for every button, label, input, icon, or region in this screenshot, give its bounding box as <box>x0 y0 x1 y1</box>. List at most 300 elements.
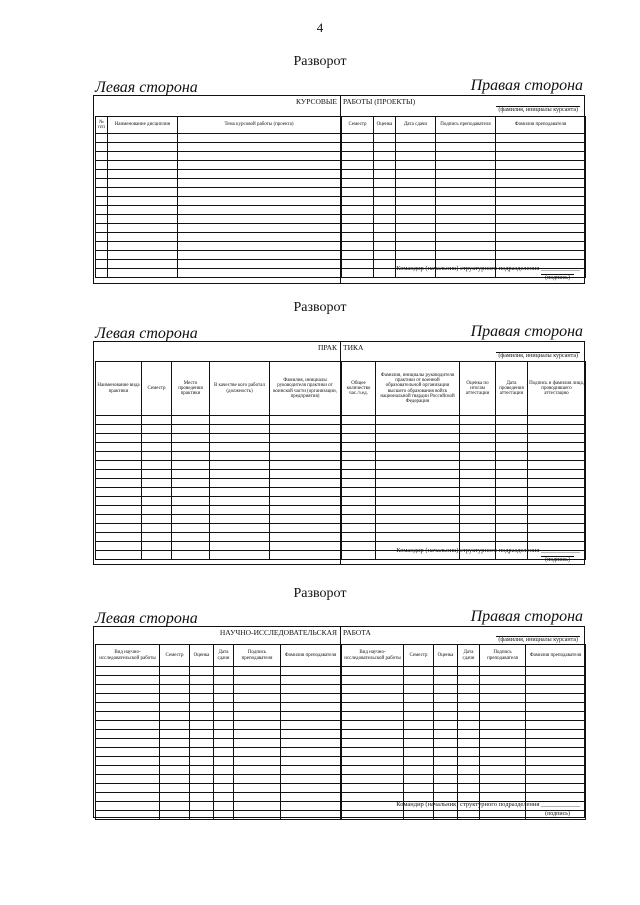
empty-cell <box>172 524 210 533</box>
empty-cell <box>281 721 341 730</box>
table-row <box>342 134 586 143</box>
empty-cell <box>528 470 586 479</box>
col-header: Семестр <box>142 362 172 416</box>
empty-cell <box>108 251 178 260</box>
empty-cell <box>528 515 586 524</box>
empty-cell <box>210 506 270 515</box>
student-name-caption: (фамилия, инициалы курсанта) <box>498 107 578 113</box>
empty-cell <box>96 497 142 506</box>
empty-cell <box>496 506 528 515</box>
empty-cell <box>210 515 270 524</box>
empty-cell <box>281 748 341 757</box>
empty-cell <box>96 542 142 551</box>
course-title-left: КУРСОВЫЕ <box>296 97 337 106</box>
empty-cell <box>172 443 210 452</box>
empty-cell <box>142 533 172 542</box>
empty-cell <box>528 497 586 506</box>
table-row <box>96 488 341 497</box>
empty-cell <box>458 721 480 730</box>
empty-cell <box>480 685 526 694</box>
empty-cell <box>190 667 214 676</box>
empty-cell <box>142 452 172 461</box>
col-header: Фамилия, инициалы руководителя практики от воинской части (организации, предприятия) <box>270 362 341 416</box>
table-row <box>342 775 586 784</box>
empty-cell <box>214 676 234 685</box>
empty-cell <box>160 775 190 784</box>
table-row <box>342 251 586 260</box>
empty-cell <box>210 452 270 461</box>
empty-cell <box>458 730 480 739</box>
empty-cell <box>96 775 160 784</box>
col-header: Общее количество час./з.ед. <box>342 362 376 416</box>
empty-cell <box>480 721 526 730</box>
empty-cell <box>342 784 404 793</box>
empty-cell <box>96 224 108 233</box>
empty-cell <box>480 775 526 784</box>
empty-cell <box>96 488 142 497</box>
table-row <box>342 784 586 793</box>
empty-cell <box>96 260 108 269</box>
empty-cell <box>190 802 214 811</box>
col-header: Подпись преподавателя <box>234 645 281 667</box>
empty-cell <box>528 533 586 542</box>
empty-cell <box>108 179 178 188</box>
empty-cell <box>270 497 341 506</box>
left-side-label: Левая сторона <box>95 79 198 96</box>
empty-cell <box>96 748 160 757</box>
empty-cell <box>374 179 396 188</box>
spread-heading: Разворот <box>293 54 347 69</box>
table-row <box>96 703 341 712</box>
empty-cell <box>342 425 376 434</box>
table-row <box>96 551 341 560</box>
empty-cell <box>376 488 460 497</box>
empty-cell <box>96 712 160 721</box>
empty-cell <box>374 161 396 170</box>
empty-cell <box>434 694 458 703</box>
empty-cell <box>178 206 341 215</box>
empty-cell <box>172 506 210 515</box>
empty-cell <box>270 515 341 524</box>
table-row <box>96 269 341 278</box>
col-header: Дата сдачи <box>396 117 436 134</box>
col-header: Дата сдачи <box>214 645 234 667</box>
empty-cell <box>342 757 404 766</box>
empty-cell <box>270 488 341 497</box>
empty-cell <box>342 416 376 425</box>
empty-cell <box>434 739 458 748</box>
empty-cell <box>142 497 172 506</box>
empty-cell <box>281 703 341 712</box>
empty-cell <box>172 515 210 524</box>
empty-cell <box>342 161 374 170</box>
empty-cell <box>342 524 376 533</box>
empty-cell <box>396 197 436 206</box>
table-row <box>342 233 586 242</box>
empty-cell <box>281 811 341 820</box>
table-row <box>96 134 341 143</box>
empty-cell <box>108 197 178 206</box>
empty-cell <box>526 712 586 721</box>
empty-cell <box>178 251 341 260</box>
col-header: Оценка по итогам аттестации <box>460 362 496 416</box>
empty-cell <box>234 748 281 757</box>
empty-cell <box>108 188 178 197</box>
table-row <box>96 748 341 757</box>
table-row <box>342 479 586 488</box>
table-row <box>342 488 586 497</box>
empty-cell <box>190 739 214 748</box>
empty-cell <box>496 479 528 488</box>
empty-cell <box>210 470 270 479</box>
empty-cell <box>96 188 108 197</box>
empty-cell <box>96 793 160 802</box>
empty-cell <box>214 730 234 739</box>
table-row <box>96 721 341 730</box>
empty-cell <box>342 703 404 712</box>
right-side-label: Правая сторона <box>470 77 583 94</box>
empty-cell <box>526 748 586 757</box>
empty-cell <box>214 739 234 748</box>
empty-cell <box>108 152 178 161</box>
empty-cell <box>526 739 586 748</box>
empty-cell <box>458 739 480 748</box>
empty-cell <box>480 739 526 748</box>
empty-cell <box>234 802 281 811</box>
table-row <box>342 524 586 533</box>
commander-line: Командир (начальник) структурного подразделения ____________ <box>396 801 580 808</box>
empty-cell <box>404 739 434 748</box>
empty-cell <box>270 551 341 560</box>
empty-cell <box>214 784 234 793</box>
empty-cell <box>281 775 341 784</box>
empty-cell <box>96 515 142 524</box>
right-side-label: Правая сторона <box>470 323 583 340</box>
col-header: № п/п <box>96 117 108 134</box>
table-row <box>96 793 341 802</box>
empty-cell <box>210 533 270 542</box>
empty-cell <box>496 416 528 425</box>
course-works-form <box>93 95 585 284</box>
col-header: Фамилия преподавателя <box>526 645 586 667</box>
empty-cell <box>210 497 270 506</box>
empty-cell <box>342 143 374 152</box>
empty-cell <box>342 197 374 206</box>
empty-cell <box>96 170 108 179</box>
empty-cell <box>434 811 458 820</box>
empty-cell <box>496 134 586 143</box>
empty-cell <box>270 542 341 551</box>
empty-cell <box>396 242 436 251</box>
table-row <box>96 497 341 506</box>
page-number: 4 <box>316 20 324 35</box>
empty-cell <box>172 452 210 461</box>
empty-cell <box>528 425 586 434</box>
empty-cell <box>234 811 281 820</box>
empty-cell <box>172 470 210 479</box>
empty-cell <box>96 452 142 461</box>
empty-cell <box>342 766 404 775</box>
table-row <box>342 506 586 515</box>
empty-cell <box>374 197 396 206</box>
empty-cell <box>396 251 436 260</box>
empty-cell <box>234 739 281 748</box>
empty-cell <box>160 685 190 694</box>
empty-cell <box>434 721 458 730</box>
empty-cell <box>374 170 396 179</box>
empty-cell <box>270 470 341 479</box>
empty-cell <box>496 452 528 461</box>
empty-cell <box>526 685 586 694</box>
empty-cell <box>96 766 160 775</box>
empty-cell <box>172 533 210 542</box>
empty-cell <box>96 479 142 488</box>
empty-cell <box>396 233 436 242</box>
table-row <box>342 703 586 712</box>
empty-cell <box>96 179 108 188</box>
spread-heading: Разворот <box>293 300 347 315</box>
empty-cell <box>281 739 341 748</box>
empty-cell <box>404 712 434 721</box>
empty-cell <box>404 685 434 694</box>
table-row <box>96 667 341 676</box>
table-row <box>342 739 586 748</box>
empty-cell <box>434 667 458 676</box>
empty-cell <box>281 730 341 739</box>
empty-cell <box>496 224 586 233</box>
empty-cell <box>214 748 234 757</box>
table-row <box>96 215 341 224</box>
empty-cell <box>190 811 214 820</box>
col-header: Фамилия преподавателя <box>496 117 586 134</box>
empty-cell <box>496 488 528 497</box>
empty-cell <box>270 479 341 488</box>
col-header: Семестр <box>160 645 190 667</box>
empty-cell <box>281 694 341 703</box>
table-row <box>342 215 586 224</box>
empty-cell <box>480 811 526 820</box>
empty-cell <box>160 811 190 820</box>
empty-cell <box>96 811 160 820</box>
empty-cell <box>376 479 460 488</box>
empty-cell <box>342 170 374 179</box>
empty-cell <box>458 703 480 712</box>
table-row <box>342 224 586 233</box>
empty-cell <box>342 224 374 233</box>
empty-cell <box>270 452 341 461</box>
empty-cell <box>374 152 396 161</box>
empty-cell <box>178 197 341 206</box>
empty-cell <box>178 215 341 224</box>
table-row <box>342 161 586 170</box>
empty-cell <box>214 811 234 820</box>
empty-cell <box>96 551 142 560</box>
empty-cell <box>496 233 586 242</box>
empty-cell <box>270 425 341 434</box>
table-row <box>342 425 586 434</box>
empty-cell <box>270 416 341 425</box>
empty-cell <box>376 533 460 542</box>
empty-cell <box>404 721 434 730</box>
empty-cell <box>404 703 434 712</box>
empty-cell <box>460 443 496 452</box>
empty-cell <box>96 143 108 152</box>
empty-cell <box>214 712 234 721</box>
empty-cell <box>178 134 341 143</box>
empty-cell <box>234 766 281 775</box>
empty-cell <box>342 506 376 515</box>
empty-cell <box>342 251 374 260</box>
empty-cell <box>528 461 586 470</box>
signature-caption: (подпись) <box>541 810 574 817</box>
table-row <box>342 242 586 251</box>
empty-cell <box>142 470 172 479</box>
empty-cell <box>434 712 458 721</box>
table-row <box>96 179 341 188</box>
empty-cell <box>376 452 460 461</box>
empty-cell <box>434 676 458 685</box>
empty-cell <box>496 497 528 506</box>
empty-cell <box>178 152 341 161</box>
empty-cell <box>460 470 496 479</box>
empty-cell <box>214 793 234 802</box>
empty-cell <box>96 134 108 143</box>
table-row <box>96 757 341 766</box>
empty-cell <box>480 730 526 739</box>
empty-cell <box>496 170 586 179</box>
table-row <box>342 712 586 721</box>
empty-cell <box>458 712 480 721</box>
empty-cell <box>396 188 436 197</box>
empty-cell <box>396 224 436 233</box>
empty-cell <box>376 443 460 452</box>
left-side-label: Левая сторона <box>95 610 198 627</box>
empty-cell <box>396 152 436 161</box>
empty-cell <box>496 425 528 434</box>
empty-cell <box>404 784 434 793</box>
empty-cell <box>210 551 270 560</box>
empty-cell <box>108 233 178 242</box>
empty-cell <box>160 757 190 766</box>
empty-cell <box>214 685 234 694</box>
empty-cell <box>108 260 178 269</box>
empty-cell <box>458 811 480 820</box>
empty-cell <box>342 179 374 188</box>
empty-cell <box>436 242 496 251</box>
empty-cell <box>214 667 234 676</box>
empty-cell <box>96 721 160 730</box>
empty-cell <box>496 206 586 215</box>
empty-cell <box>234 793 281 802</box>
col-header: Семестр <box>342 117 374 134</box>
table-row <box>96 251 341 260</box>
signature-caption: (подпись) <box>541 556 574 563</box>
col-header: Вид научно-исследовательской работы <box>342 645 404 667</box>
student-name-caption: (фамилия, инициалы курсанта) <box>498 637 578 643</box>
empty-cell <box>436 152 496 161</box>
empty-cell <box>460 497 496 506</box>
empty-cell <box>526 694 586 703</box>
empty-cell <box>142 524 172 533</box>
empty-cell <box>376 506 460 515</box>
empty-cell <box>436 197 496 206</box>
empty-cell <box>342 811 404 820</box>
empty-cell <box>396 161 436 170</box>
col-header: Подпись и фамилия лица, проводившего аттестацию <box>528 362 586 416</box>
empty-cell <box>342 443 376 452</box>
empty-cell <box>96 739 160 748</box>
empty-cell <box>528 488 586 497</box>
empty-cell <box>526 730 586 739</box>
empty-cell <box>496 152 586 161</box>
empty-cell <box>234 775 281 784</box>
empty-cell <box>234 694 281 703</box>
empty-cell <box>480 703 526 712</box>
empty-cell <box>458 757 480 766</box>
empty-cell <box>96 802 160 811</box>
table-row <box>96 784 341 793</box>
research-title-left: НАУЧНО-ИССЛЕДОВАТЕЛЬСКАЯ <box>219 628 337 637</box>
empty-cell <box>234 685 281 694</box>
empty-cell <box>374 260 396 269</box>
empty-cell <box>436 251 496 260</box>
empty-cell <box>96 784 160 793</box>
empty-cell <box>210 416 270 425</box>
col-header: Оценка <box>374 117 396 134</box>
empty-cell <box>480 712 526 721</box>
empty-cell <box>528 443 586 452</box>
empty-cell <box>396 179 436 188</box>
empty-cell <box>342 434 376 443</box>
empty-cell <box>342 188 374 197</box>
table-row <box>96 452 341 461</box>
empty-cell <box>281 667 341 676</box>
empty-cell <box>270 443 341 452</box>
empty-cell <box>526 757 586 766</box>
empty-cell <box>96 694 160 703</box>
empty-cell <box>496 242 586 251</box>
table-row <box>96 524 341 533</box>
empty-cell <box>404 667 434 676</box>
empty-cell <box>190 676 214 685</box>
course-left-table <box>95 116 341 278</box>
empty-cell <box>108 224 178 233</box>
empty-cell <box>234 721 281 730</box>
empty-cell <box>270 533 341 542</box>
empty-cell <box>396 134 436 143</box>
practice-form <box>93 341 585 565</box>
empty-cell <box>342 452 376 461</box>
empty-cell <box>234 676 281 685</box>
empty-cell <box>178 170 341 179</box>
empty-cell <box>342 215 374 224</box>
course-right-table <box>341 116 586 278</box>
empty-cell <box>342 685 404 694</box>
right-side-label: Правая сторона <box>470 608 583 625</box>
empty-cell <box>458 775 480 784</box>
col-header: Дата проведения аттестации <box>496 362 528 416</box>
empty-cell <box>210 434 270 443</box>
table-row <box>342 434 586 443</box>
table-row <box>342 685 586 694</box>
empty-cell <box>270 461 341 470</box>
practice-title-left: ПРАК <box>317 343 337 352</box>
empty-cell <box>142 515 172 524</box>
empty-cell <box>496 197 586 206</box>
empty-cell <box>436 170 496 179</box>
empty-cell <box>396 206 436 215</box>
empty-cell <box>281 766 341 775</box>
